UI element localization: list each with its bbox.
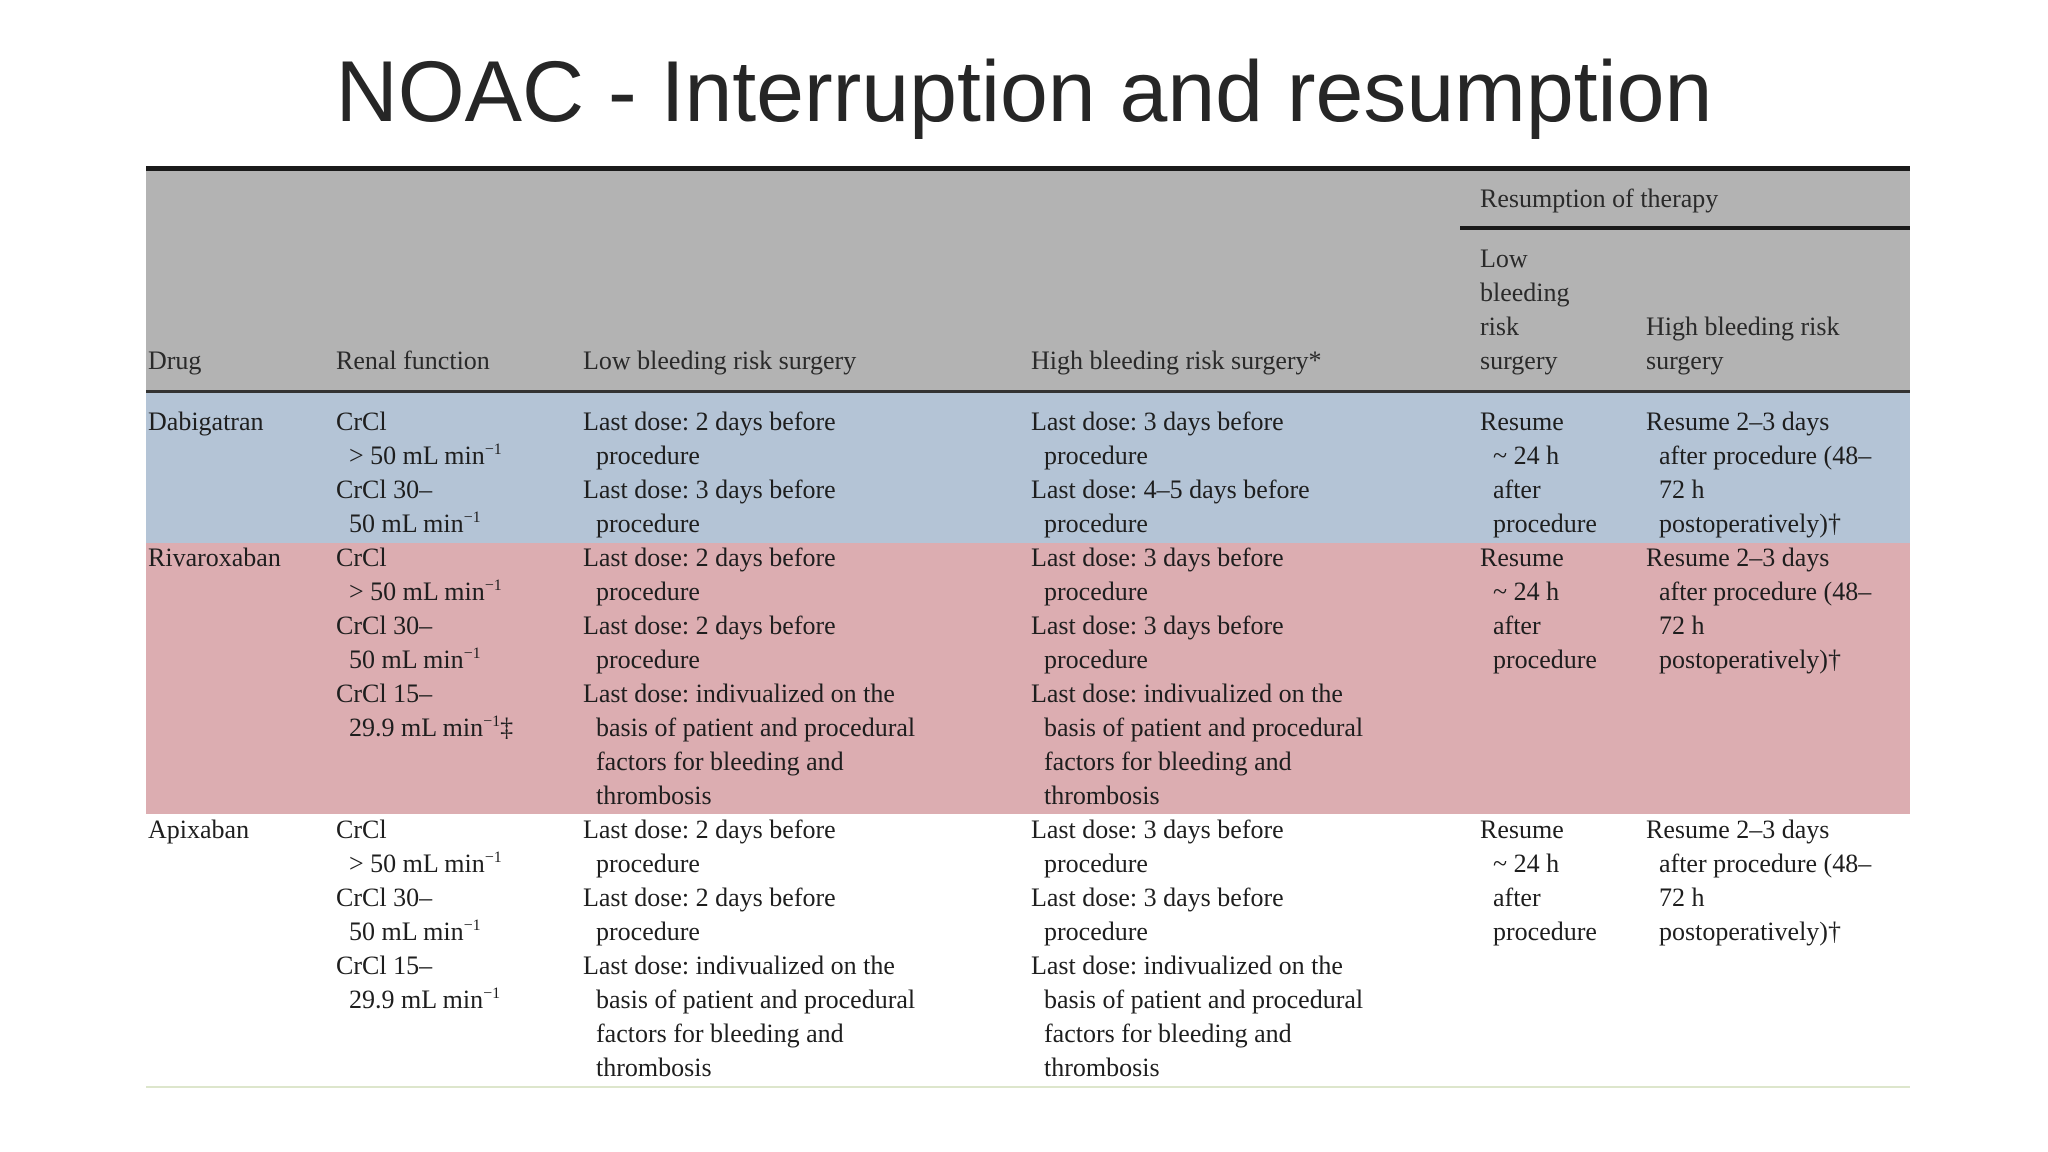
resumption-high-cell: Resume 2–3 days after procedure (48– 72 h postoperatively)† xyxy=(1646,407,1872,538)
drug-name: Apixaban xyxy=(148,815,250,844)
slide-title: NOAC - Interruption and resumption xyxy=(335,44,1713,140)
high-bleeding-instruction: Last dose: 4–5 days before procedure xyxy=(1031,475,1310,538)
low-bleeding-instruction: Last dose: indivualized on the basis of patient and procedural factors for bleeding and thrombosis xyxy=(583,679,916,810)
resumption-high-cell: Resume 2–3 days after procedure (48– 72 h postoperatively)† xyxy=(1646,815,1872,946)
high-bleeding-instruction: Last dose: 3 days before procedure xyxy=(1031,611,1284,674)
renal-function-cell: CrCl 30– 50 mL $\min^{-1}$ xyxy=(336,883,481,946)
unit-exponent: −1 xyxy=(484,441,502,458)
low-bleeding-instruction: Last dose: 2 days before procedure xyxy=(583,883,836,946)
resumption-group-rule xyxy=(1460,226,1910,230)
low-bleeding-instruction: Last dose: 2 days before procedure xyxy=(583,815,836,878)
low-bleeding-instruction: Last dose: 2 days before procedure xyxy=(583,543,836,606)
high-bleeding-instruction: Last dose: 3 days before procedure xyxy=(1031,543,1284,606)
renal-function-cell: CrCl > 50 mL $\min^{-1}$ xyxy=(336,815,502,878)
unit-exponent: −1 xyxy=(484,849,502,866)
unit-exponent: −1 xyxy=(483,713,501,730)
header-renal-function: Renal function xyxy=(336,346,490,375)
high-bleeding-instruction: Last dose: 3 days before procedure xyxy=(1031,883,1284,946)
unit-exponent: −1 xyxy=(463,917,481,934)
drug-name: Rivaroxaban xyxy=(148,543,281,572)
header-resumption-of-therapy: Resumption of therapy xyxy=(1480,184,1719,213)
header-drug: Drug xyxy=(148,346,202,375)
renal-function-cell: CrCl 30– 50 mL $\min^{-1}$ xyxy=(336,475,481,538)
table-bottom-rule xyxy=(146,1086,1910,1088)
low-bleeding-instruction: Last dose: 2 days before procedure xyxy=(583,611,836,674)
resumption-low-cell: Resume ~ 24 h after procedure xyxy=(1480,407,1597,538)
high-bleeding-instruction: Last dose: indivualized on the basis of patient and procedural factors for bleeding and thrombosis xyxy=(1031,951,1364,1082)
renal-function-cell: CrCl 30– 50 mL $\min^{-1}$ xyxy=(336,611,481,674)
noac-table xyxy=(146,166,1910,1090)
unit-exponent: −1 xyxy=(463,645,481,662)
unit-exponent: −1 xyxy=(463,509,481,526)
low-bleeding-instruction: Last dose: 2 days before procedure xyxy=(583,407,836,470)
renal-function-cell: CrCl 15– 29.9 mL $\min^{-1}\ddagger$ xyxy=(336,679,514,742)
renal-function-cell: CrCl > 50 mL $\min^{-1}$ xyxy=(336,407,502,470)
header-resumption-high: High bleeding risk surgery xyxy=(1646,312,1840,375)
drug-name: Dabigatran xyxy=(148,407,264,436)
low-bleeding-instruction: Last dose: indivualized on the basis of patient and procedural factors for bleeding and thrombosis xyxy=(583,951,916,1082)
renal-function-cell: CrCl 15– 29.9 mL $\min^{-1}$ xyxy=(336,951,501,1014)
high-bleeding-instruction: Last dose: 3 days before procedure xyxy=(1031,815,1284,878)
header-high-bleeding-surgery: High bleeding risk surgery* xyxy=(1031,346,1322,375)
high-bleeding-instruction: Last dose: 3 days before procedure xyxy=(1031,407,1284,470)
footnote-mark: ‡ xyxy=(500,713,514,742)
renal-function-cell: CrCl > 50 mL $\min^{-1}$ xyxy=(336,543,502,606)
unit-exponent: −1 xyxy=(483,985,501,1002)
resumption-high-cell: Resume 2–3 days after procedure (48– 72 h postoperatively)† xyxy=(1646,543,1872,674)
resumption-low-cell: Resume ~ 24 h after procedure xyxy=(1480,815,1597,946)
low-bleeding-instruction: Last dose: 3 days before procedure xyxy=(583,475,836,538)
header-low-bleeding-surgery: Low bleeding risk surgery xyxy=(583,346,857,375)
unit-exponent: −1 xyxy=(484,577,502,594)
resumption-low-cell: Resume ~ 24 h after procedure xyxy=(1480,543,1597,674)
header-resumption-low: Low bleeding risk surgery xyxy=(1480,244,1570,375)
high-bleeding-instruction: Last dose: indivualized on the basis of patient and procedural factors for bleeding and thrombosis xyxy=(1031,679,1364,810)
